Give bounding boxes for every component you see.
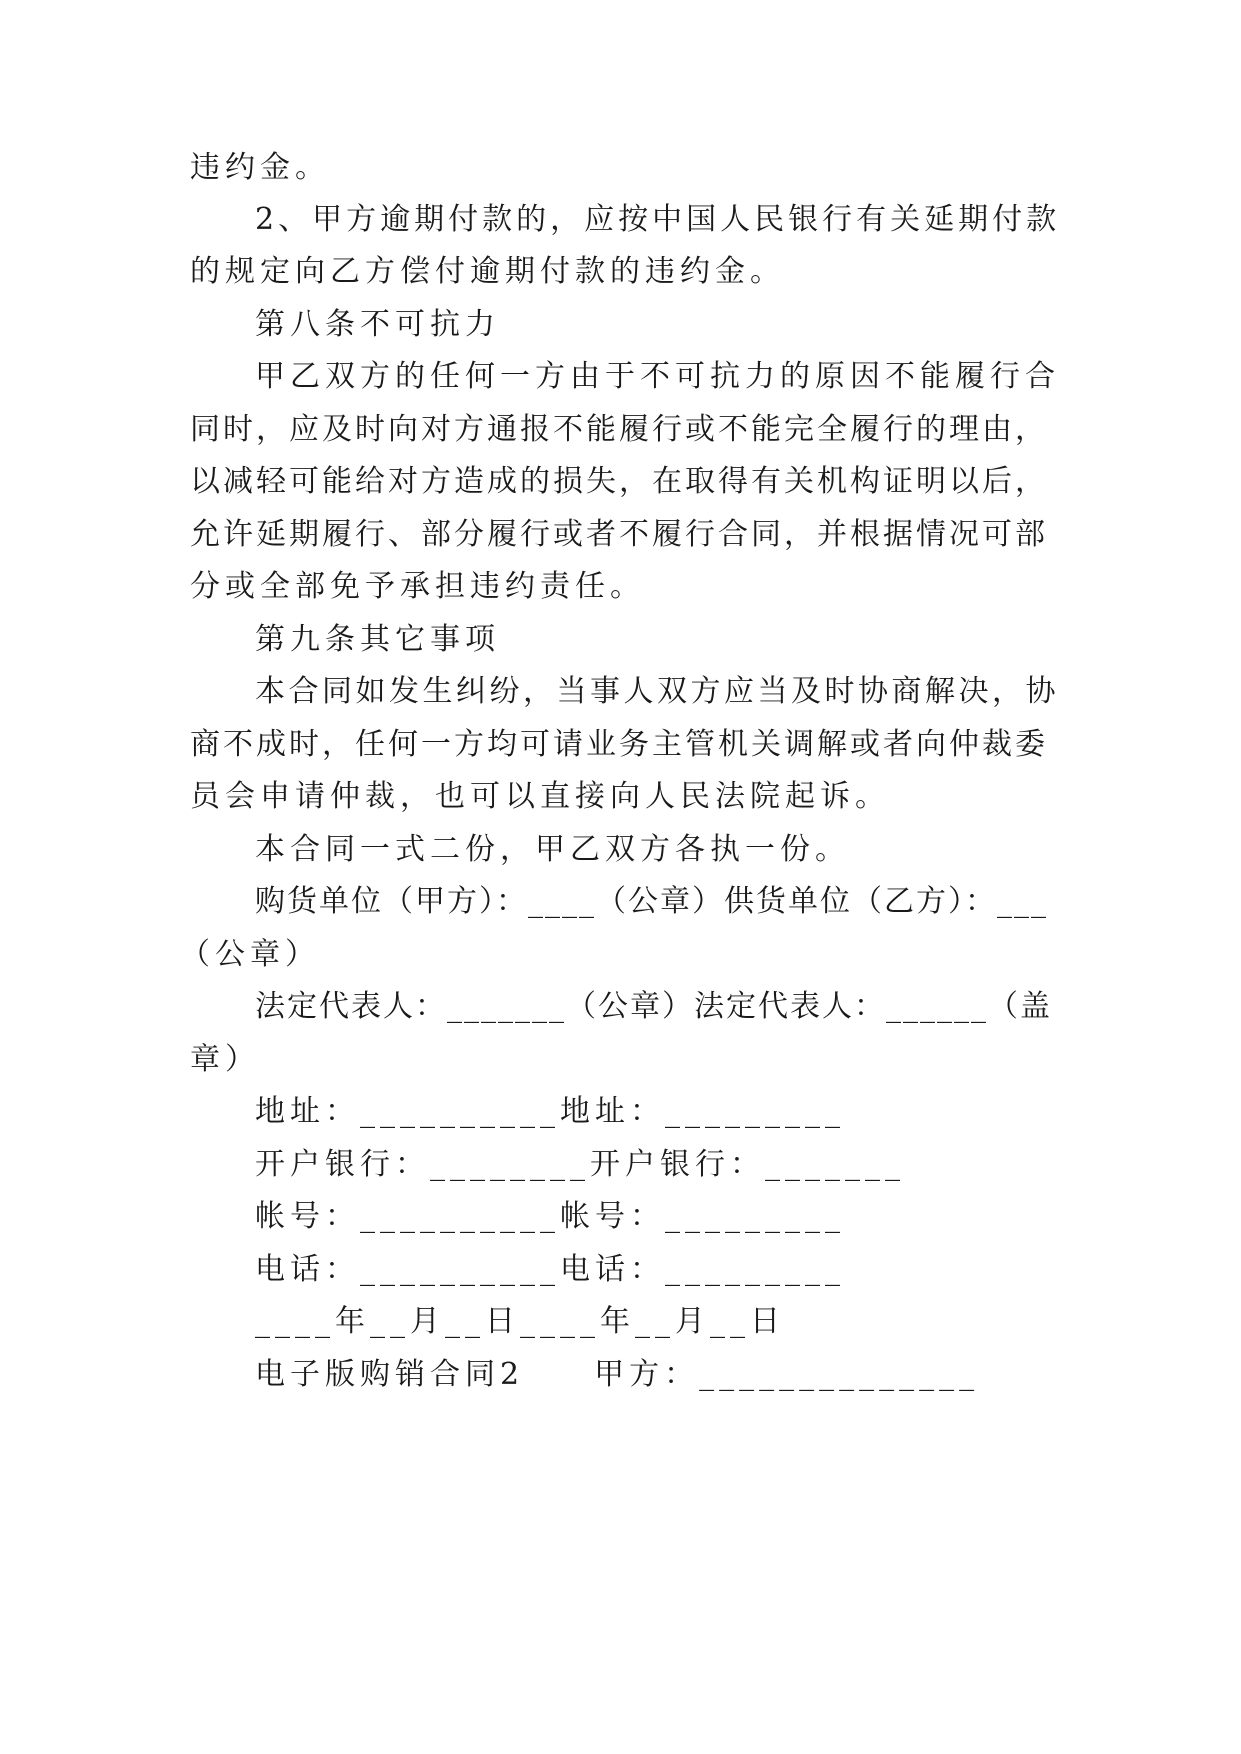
date-field-line: ____年__月__日____年__月__日 — [255, 1304, 785, 1339]
signature-field-line: 购货单位（甲方）：____（公章）供货单位（乙方）：___ — [255, 884, 1048, 919]
text-line: 2、甲方逾期付款的，应按中国人民银行有关延期付款 — [255, 202, 1060, 237]
account-field-line: 帐号：__________帐号：_________ — [255, 1199, 845, 1234]
address-field-line: 地址：__________地址：_________ — [255, 1094, 845, 1129]
text-line: 分或全部免予承担违约责任。 — [190, 569, 645, 604]
text-line: 同时，应及时向对方通报不能履行或不能完全履行的理由， — [190, 412, 1048, 447]
signature-field-line: （公章） — [180, 937, 320, 972]
text-line: 甲乙双方的任何一方由于不可抗力的原因不能履行合 — [255, 359, 1060, 394]
text-line: 本合同如发生纠纷，当事人双方应当及时协商解决，协 — [255, 674, 1059, 709]
text-line: 商不成时，任何一方均可请业务主管机关调解或者向仲裁委 — [190, 727, 1048, 762]
section-heading: 第九条其它事项 — [255, 622, 500, 657]
text-line: 员会申请仲裁，也可以直接向人民法院起诉。 — [190, 779, 890, 814]
text-line: 的规定向乙方偿付逾期付款的违约金。 — [190, 254, 785, 289]
signature-field-line: 法定代表人：_______（公章）法定代表人：______（盖 — [255, 989, 1052, 1024]
text-line: 违约金。 — [190, 150, 330, 185]
signature-field-line: 章） — [190, 1042, 260, 1077]
text-line: 允许延期履行、部分履行或者不履行合同，并根据情况可部 — [190, 517, 1048, 552]
phone-field-line: 电话：__________电话：_________ — [255, 1252, 845, 1287]
section-heading: 第八条不可抗力 — [255, 307, 500, 342]
contract-title-line: 电子版购销合同2 甲方：______________ — [255, 1357, 980, 1392]
text-line: 以减轻可能给对方造成的损失，在取得有关机构证明以后， — [190, 464, 1048, 499]
text-line: 本合同一式二份，甲乙双方各执一份。 — [255, 832, 850, 867]
bank-field-line: 开户银行：________开户银行：_______ — [255, 1147, 905, 1182]
